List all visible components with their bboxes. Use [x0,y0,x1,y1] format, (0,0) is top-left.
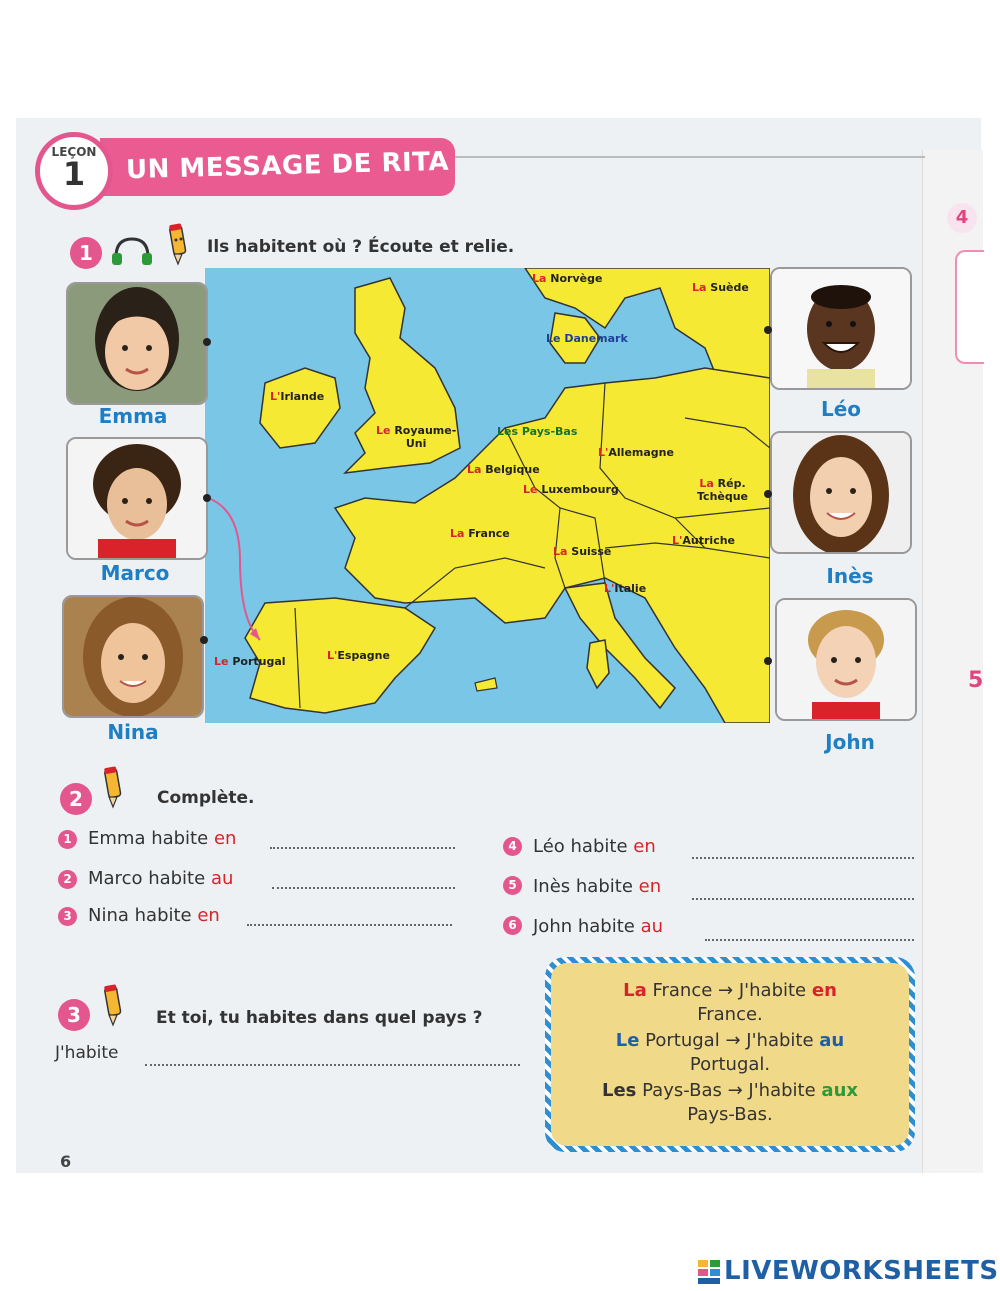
lesson-badge [35,132,113,210]
lesson-title: UN MESSAGE DE RITA [125,146,450,186]
item-1-text: Emma habite en [88,828,237,849]
example-arrow [200,490,270,650]
item-4-text: Léo habite en [533,836,656,857]
exercise-1-number: 1 [70,237,102,269]
connect-dot-leo[interactable] [764,326,772,334]
item-number: 1 [58,830,77,849]
country-label: Le Luxembourg [523,483,619,496]
country-label: La France [450,527,510,540]
item-number: 4 [503,837,522,856]
item-number: 3 [58,907,77,926]
connect-dot-marco[interactable] [203,494,211,502]
pencil-icon [165,222,191,266]
connect-dot-john[interactable] [764,657,772,665]
answer-line-exercise-3[interactable] [145,1064,520,1066]
exercise-2-number: 2 [60,783,92,815]
country-label: L'Italie [604,582,647,595]
answer-line-4[interactable] [692,857,914,859]
country-label: Le Danemark [546,332,628,345]
answer-line-3[interactable] [247,924,452,926]
country-label: L'Irlande [270,390,325,403]
item-number: 2 [58,870,77,889]
answer-line-6[interactable] [705,939,914,941]
europe-map-graphic [205,268,770,723]
item-6-text: John habite au [533,916,664,937]
exercise-1-instruction: Ils habitent où ? Écoute et relie. [207,237,515,257]
photo-leo [770,267,912,390]
liveworksheets-logo-icon [698,1260,720,1284]
headphones-icon [110,233,154,267]
country-label: Le Royaume- Uni [376,424,457,450]
country-label: Les Pays-Bas [497,425,578,438]
country-label: La Rép. Tchèque [697,477,749,503]
next-page-card [955,250,984,364]
exercise-3-instruction: Et toi, tu habites dans quel pays ? [156,1008,483,1028]
grammar-line-2: Le Portugal → J'habite au Portugal. [615,1030,845,1075]
pencil-icon [100,983,126,1027]
photo-nina [62,595,204,718]
item-number: 5 [503,876,522,895]
item-5-text: Inès habite en [533,876,662,897]
pencil-icon [100,765,126,809]
photo-emma [66,282,208,405]
name-leo: Léo [820,397,862,421]
answer-line-2[interactable] [272,887,455,889]
country-label: La Norvège [532,272,603,285]
country-label: La Belgique [467,463,540,476]
grammar-box-content [551,963,909,1146]
europe-map [205,268,770,723]
exercise-2-instruction: Complète. [157,788,255,808]
grammar-line-3: Les Pays-Bas → J'habite aux Pays-Bas. [602,1080,858,1125]
header-divider [455,156,925,158]
country-label: L'Autriche [672,534,736,547]
connect-dot-emma[interactable] [203,338,211,346]
name-marco: Marco [100,561,170,585]
exercise-3-answer-start: J'habite [55,1043,119,1063]
country-label: La Suisse [553,545,612,558]
name-nina: Nina [107,720,159,744]
liveworksheets-logo: LIVEWORKSHEETS [698,1256,999,1286]
connect-dot-ines[interactable] [764,490,772,498]
item-number: 6 [503,916,522,935]
country-label: La Suède [692,281,749,294]
lesson-number: 1 [62,155,86,193]
grammar-line-1: La France → J'habite en France. [623,980,837,1025]
photo-marco [66,437,208,560]
lesson-word: LEÇON [51,145,97,159]
answer-line-5[interactable] [692,898,914,900]
item-3-text: Nina habite en [88,905,220,926]
grammar-box [545,957,915,1152]
name-emma: Emma [98,404,168,428]
country-label: L'Espagne [327,649,390,662]
next-page-number-five: 5 [968,668,984,693]
answer-line-1[interactable] [270,847,455,849]
country-label: L'Allemagne [598,446,674,459]
photo-ines [770,431,912,554]
connect-dot-nina[interactable] [200,636,208,644]
name-ines: Inès [826,564,874,588]
name-john: John [825,730,875,754]
page-number: 6 [60,1152,72,1171]
item-2-text: Marco habite au [88,868,234,889]
photo-john [775,598,917,721]
exercise-3-number: 3 [58,999,90,1031]
country-label: Le Portugal [214,655,286,668]
next-page-exercise-badge: 4 [947,203,977,233]
